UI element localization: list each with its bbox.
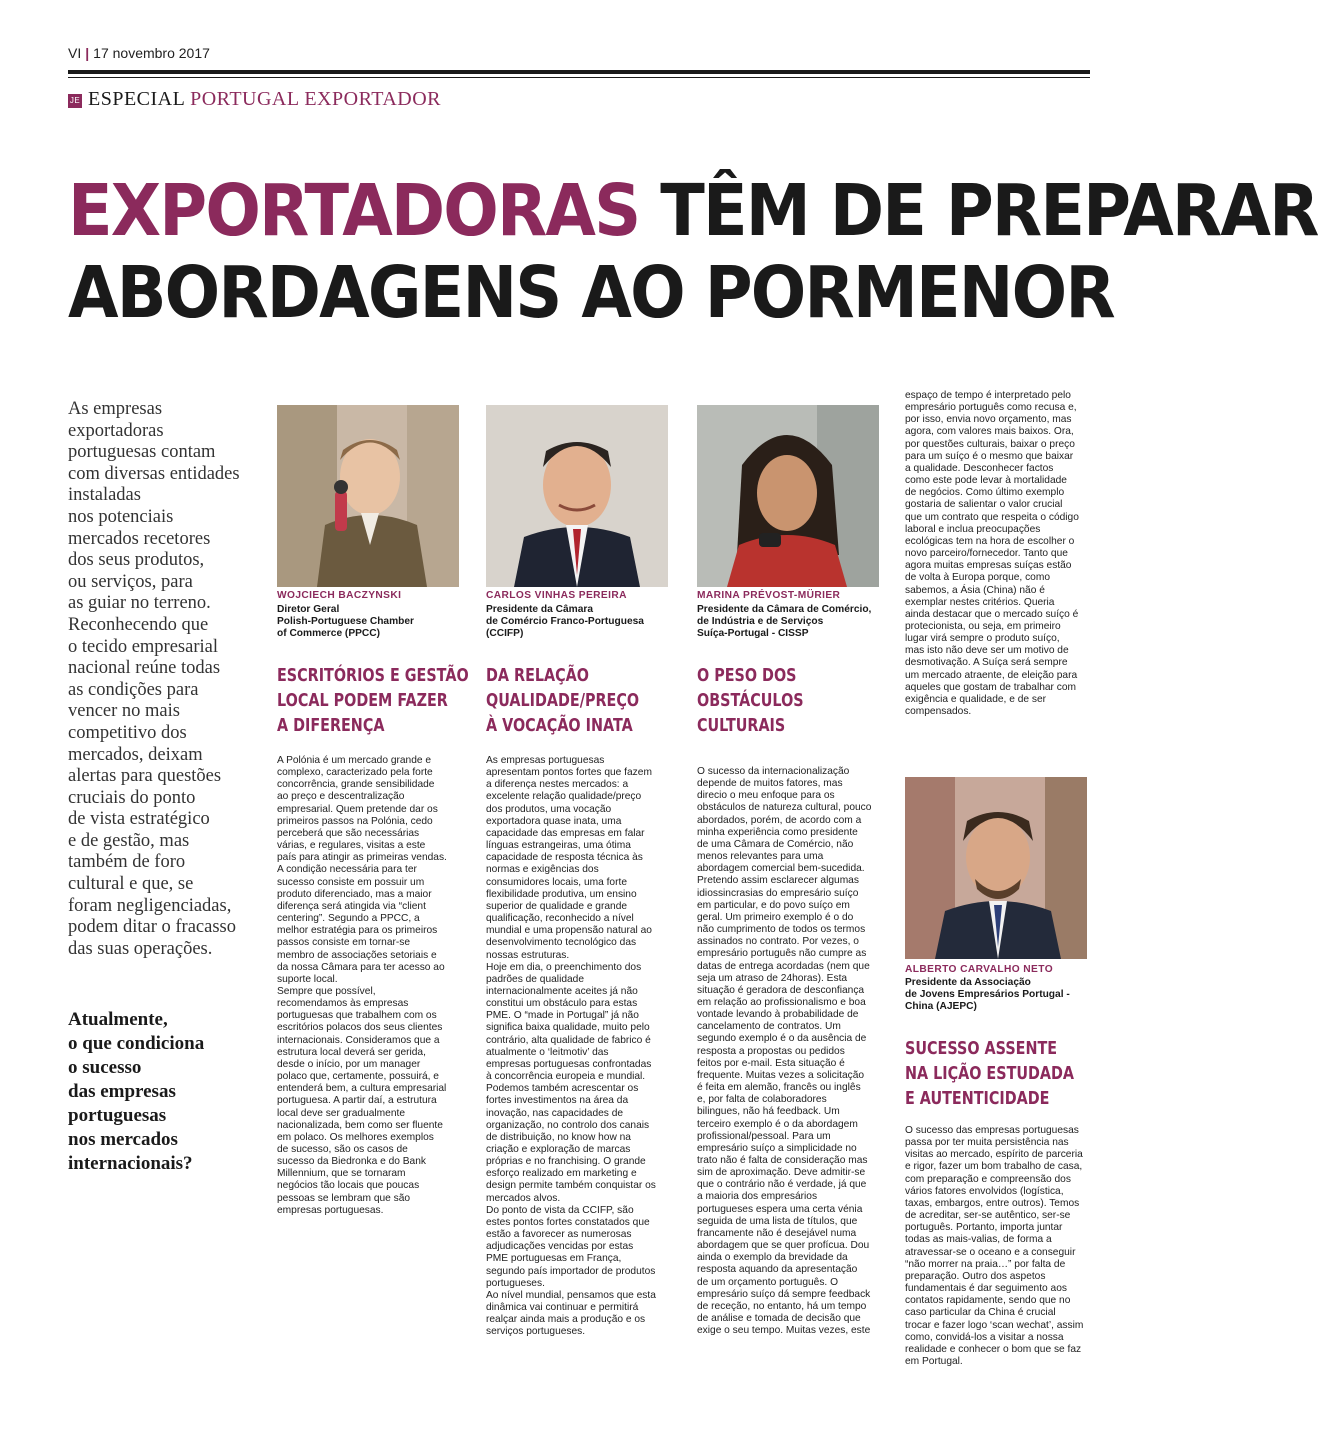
body-line: ainda destacar que o mercado suíço é xyxy=(905,608,1079,620)
body-line: inovação, nas capacidades de xyxy=(486,1107,624,1119)
body-line: A condição necessária para ter xyxy=(277,864,417,876)
body-line: centering”. Segundo a PPCC, a xyxy=(277,913,420,925)
question-line: portuguesas xyxy=(68,1105,167,1126)
body-line: As empresas portuguesas xyxy=(486,755,605,766)
body-line: estão a favorecer as numerosas xyxy=(486,1229,632,1241)
body-line: Pretendo assim esclarecer algumas xyxy=(697,875,859,887)
body-line: esforço realizado em marketing e xyxy=(486,1168,637,1180)
body-line: A Polónia é um mercado grande e xyxy=(277,755,432,766)
role-line: Polish-Portuguese Chamber xyxy=(277,616,414,628)
body-line: abordagem que se quer profícua. Dou xyxy=(697,1240,870,1252)
body-line: assinados no contrato. Por vezes, o xyxy=(697,936,859,948)
subhead-line: QUALIDADE/PREÇO xyxy=(486,691,640,711)
subhead-line: A DIFERENÇA xyxy=(277,716,385,736)
body-line: como, convidá-los a visitar a nossa xyxy=(905,1331,1064,1343)
body-line: produto diferenciado, mas a maior xyxy=(277,888,432,900)
column-body xyxy=(905,1125,1083,1368)
body-line: local deve ser gradualmente xyxy=(277,1107,405,1119)
body-line: de volta à Europa porque, como xyxy=(905,572,1050,584)
body-line: entenderá bem, a cultura empresarial xyxy=(277,1083,447,1095)
body-line: diferença será atingida via “client xyxy=(277,900,426,912)
intro-line: as condições para xyxy=(68,679,199,700)
body-line: a maioria dos empresários xyxy=(697,1191,818,1203)
issue-date: 17 novembro 2017 xyxy=(93,45,210,61)
body-line: Hoje em dia, o preenchimento dos xyxy=(486,961,642,973)
column-subhead xyxy=(277,664,469,739)
body-line: recomendamos às empresas xyxy=(277,998,409,1010)
body-line: de sucesso, são os casos de xyxy=(277,1144,408,1155)
role-line: de Indústria e de Serviços xyxy=(697,616,824,628)
body-line: internacionais. Consideramos que a xyxy=(277,1034,440,1046)
body-line: dinâmica vai continuar e permitirá xyxy=(486,1302,639,1314)
speaker-name: WOJCIECH BACZYNSKI xyxy=(277,590,402,601)
intro-line: o tecido empresarial xyxy=(68,636,218,657)
body-line: Ao nível mundial, pensamos que esta xyxy=(486,1289,656,1301)
body-line: “não morrer na praia…” por falta de xyxy=(905,1258,1066,1270)
body-line: passos consiste em tornar-se xyxy=(277,937,411,949)
body-line: membro de associações setoriais e xyxy=(277,949,437,961)
body-line: gostaria de salientar o valor crucial xyxy=(905,499,1063,511)
body-line: realidade e conhecer o bom que se faz xyxy=(905,1343,1082,1355)
intro-line: exportadoras xyxy=(68,420,164,441)
body-line: exportadora quase inata, uma xyxy=(486,815,622,827)
body-line: frequente. Muitas vezes a solicitação xyxy=(697,1069,865,1081)
body-line: preparação. Outro dos aspetos xyxy=(905,1270,1046,1282)
intro-line: portuguesas contam xyxy=(68,442,216,463)
body-line: espaço de tempo é interpretado pelo xyxy=(905,390,1071,401)
body-line: apresentam pontos fortes que fazem xyxy=(486,767,652,779)
body-line: a diferença nestes mercados: a xyxy=(486,779,629,791)
body-line: mercados alvos. xyxy=(486,1192,561,1204)
body-line: pessoas se lembram que são xyxy=(277,1192,411,1204)
subhead-line: NA LIÇÃO ESTUDADA xyxy=(905,1064,1075,1084)
intro-line: mercados recetores xyxy=(68,528,211,549)
body-line: complexo, caracterizado pela forte xyxy=(277,767,433,779)
speaker-name: MARINA PRÉVOST-MÜRIER xyxy=(697,590,841,601)
body-line: polaco que, certamente, possuirá, e xyxy=(277,1071,439,1083)
body-line: passa por ter muita persistência nas xyxy=(905,1137,1069,1149)
body-line: contatos rapidamente, sendo que no xyxy=(905,1295,1071,1307)
body-line: portuguesas que trabalhem com os xyxy=(277,1010,437,1022)
intro-line: nos potenciais xyxy=(68,506,174,527)
body-line: que o contrário não é verdade, já que xyxy=(697,1179,867,1191)
intro-line: mercados, deixam xyxy=(68,744,203,765)
body-line: um mercado atraente, de eleição para xyxy=(905,669,1078,681)
body-line: nacionalizada, bem como ser fluente xyxy=(277,1119,443,1131)
body-line: empresarial. Quem pretende dar os xyxy=(277,803,438,815)
body-line: empresário suíço a simplicidade no xyxy=(697,1142,857,1154)
body-line: vários fatores envolvidos (logística, xyxy=(905,1185,1064,1197)
body-line: exige o seu tempo. Muitas vezes, este xyxy=(697,1325,871,1337)
page-folio xyxy=(68,45,210,61)
body-line: trocar e fazer logo ‘scan wechat’, assim xyxy=(905,1319,1084,1331)
body-line: excelente relação qualidade/preço xyxy=(486,791,642,803)
page-number: VI xyxy=(68,45,82,61)
body-line: francamente não é desejável numa xyxy=(697,1227,857,1239)
body-line: de uma Câmara de Comércio, não xyxy=(697,838,854,850)
body-line: sucesso consiste em possuir um xyxy=(277,876,425,888)
intro-line: As empresas xyxy=(68,399,163,419)
body-line: cancelamento de contratos. Um xyxy=(697,1021,841,1033)
body-line: estrutura local deverá ser gerida, xyxy=(277,1046,426,1058)
body-line: em Portugal. xyxy=(905,1355,963,1367)
body-line: com preparação e compreensão dos xyxy=(905,1173,1071,1185)
body-line: feitos por e-mail. Esta situação é xyxy=(697,1057,845,1069)
body-line: compensados. xyxy=(905,706,972,718)
body-line: negócios tão locais que poucas xyxy=(277,1180,420,1192)
role-line: of Commerce (PPCC) xyxy=(277,628,381,640)
header-rule-thick xyxy=(68,70,1090,74)
headline-rest: TÊM DE PREPARAR xyxy=(639,169,1318,252)
body-line: portuguesa. A partir daí, a estrutura xyxy=(277,1095,437,1107)
body-line: não cumprimento de todos os termos xyxy=(697,924,866,936)
body-line: protecionista, ou seja, em primeiro xyxy=(905,620,1061,632)
intro-line: cruciais do ponto xyxy=(68,787,196,808)
role-line: China (AJEPC) xyxy=(905,1001,977,1013)
body-line: nossas estruturas. xyxy=(486,949,570,961)
body-line: abordagem comercial bem-sucedida. xyxy=(697,863,865,875)
body-line: agora muitas empresas suíças estão xyxy=(905,560,1072,572)
column-subhead xyxy=(697,664,804,739)
body-line: depende de muitos fatores, mas xyxy=(697,778,843,790)
body-line: Sempre que possível, xyxy=(277,985,376,997)
intro-line: também de foro xyxy=(68,852,186,873)
body-line: segundo exemplo é o da ausência de xyxy=(697,1033,867,1045)
body-line: PME. O “made in Portugal” já não xyxy=(486,1010,639,1022)
speaker-role xyxy=(905,977,1070,1014)
column-subhead xyxy=(905,1037,1074,1112)
body-line: mas isto não deve ser um motivo de xyxy=(905,645,1069,657)
intro-line: Reconhecendo que xyxy=(68,614,209,635)
body-line: bilingues, não há feedback. Um xyxy=(697,1106,840,1118)
body-line: seja um atraso de 24horas). Esta xyxy=(697,972,848,984)
body-line: portugueses. xyxy=(486,1277,545,1289)
body-line: laboral e inclua preocupações xyxy=(905,523,1041,535)
body-line: línguas estrangeiras, uma ótima xyxy=(486,840,631,852)
body-line: próprias e no franchising. O grande xyxy=(486,1156,646,1168)
question-line: o que condiciona xyxy=(68,1033,205,1054)
body-line: vontade levando à probabilidade de xyxy=(697,1009,859,1021)
subhead-line: O PESO DOS xyxy=(697,666,797,686)
body-line: em relação ao profissionalismo e boa xyxy=(697,996,866,1008)
intro-line: competitivo dos xyxy=(68,722,187,743)
body-line: Millennium, que se tornaram xyxy=(277,1168,406,1180)
subhead-line: E AUTENTICIDADE xyxy=(905,1089,1050,1109)
portrait-wojciech-baczynski xyxy=(277,405,459,587)
intro-line: instaladas xyxy=(68,485,141,506)
body-line: empresas portuguesas confrontadas xyxy=(486,1058,652,1070)
portrait-marina-prevost-murier xyxy=(697,405,879,587)
body-line: dos produtos, uma vocação xyxy=(486,803,612,815)
column-subhead xyxy=(486,664,639,739)
page-headline xyxy=(68,169,1318,334)
intro-line: com diversas entidades xyxy=(68,463,240,484)
body-line: novo parceiro/fornecedor. Tanto que xyxy=(905,548,1068,560)
body-line: direcio o meu enfoque para os xyxy=(697,790,835,802)
body-line: exemplar nestes critérios. Queria xyxy=(905,596,1055,608)
pull-question xyxy=(68,1008,268,1176)
portrait-carlos-vinhas-pereira xyxy=(486,405,668,587)
headline-accent: EXPORTADORAS xyxy=(68,169,640,252)
intro-line: dos seus produtos, xyxy=(68,550,205,571)
body-line: que um contrato que respeita o código xyxy=(905,511,1079,523)
body-line: à concorrência europeia e mundial. xyxy=(486,1071,646,1083)
body-line: PME portuguesas em França, xyxy=(486,1253,622,1265)
body-line: Do ponto de vista da CCIFP, são xyxy=(486,1204,634,1216)
body-line: realçar ainda mais a produção e os xyxy=(486,1314,646,1326)
body-line: de análise e tomada de decisão que xyxy=(697,1313,861,1325)
role-line: de Comércio Franco-Portuguesa xyxy=(486,616,644,628)
body-line: superior de qualidade e grande xyxy=(486,900,628,912)
body-line: atualmente o ‘leitmotiv’ das xyxy=(486,1046,609,1058)
body-line: e rigor, fazer um bom trabalho de casa, xyxy=(905,1161,1083,1173)
body-line: serviços portugueses. xyxy=(486,1326,586,1338)
role-line: de Jovens Empresários Portugal - xyxy=(905,989,1070,1001)
speaker-role xyxy=(486,604,644,641)
body-line: idiossincrasias do empresário suíço xyxy=(697,887,859,899)
column-body xyxy=(277,755,447,1217)
subhead-line: CULTURAIS xyxy=(697,716,786,736)
body-line: por questões culturais, baixar o preço xyxy=(905,438,1075,450)
body-line: terceiro exemplo é o da abordagem xyxy=(697,1118,858,1130)
body-line: lugar virá sempre o produto suíço, xyxy=(905,633,1060,645)
body-line: qualificação, reconhecido a nível xyxy=(486,913,634,925)
body-line: trato não é falta de consideração mas xyxy=(697,1155,868,1166)
body-line: aqueles que gostam de trabalhar com xyxy=(905,681,1077,693)
intro-line: ou serviços, para xyxy=(68,571,193,592)
role-line: Diretor Geral xyxy=(277,604,340,615)
body-line: datas de entrega acordadas (nem que xyxy=(697,960,870,972)
body-line: de acreditar, ser-se autêntico, ser-se xyxy=(905,1210,1071,1222)
question-line: Atualmente, xyxy=(68,1009,168,1030)
body-line: suporte local. xyxy=(277,973,338,985)
body-line: ecológicas tem na hora de escolher o xyxy=(905,535,1075,547)
body-line: portugueses espera uma certa vénia xyxy=(697,1203,863,1215)
body-line: agora, com valores mais baixos. Ora, xyxy=(905,426,1074,438)
body-line: concorrência, grande sensibilidade xyxy=(277,779,435,791)
body-line: empresário suíço dá sempre feedback xyxy=(697,1288,871,1300)
subhead-line: ESCRITÓRIOS E GESTÃO xyxy=(277,666,469,686)
body-line: consumidores locais, uma forte xyxy=(486,876,627,888)
section-label: ESPECIAL xyxy=(88,88,185,110)
body-line: de negócios. Como último exemplo xyxy=(905,487,1065,499)
header-rule-thin xyxy=(68,77,1090,78)
body-line: flexibilidade produtiva, um ensino xyxy=(486,888,637,900)
body-line: menos relevantes para uma xyxy=(697,851,824,863)
body-line: desenvolvimento tecnológico das xyxy=(486,937,637,949)
body-line: ao preço e descentralização xyxy=(277,791,405,803)
role-line: (CCIFP) xyxy=(486,628,524,640)
column-body-continued xyxy=(905,390,1079,718)
column-body xyxy=(486,755,656,1339)
body-line: primeiros passos na Polónia, cedo xyxy=(277,815,433,827)
question-line: das empresas xyxy=(68,1081,176,1102)
body-line: várias, e regulares, visitas a este xyxy=(277,840,426,852)
speaker-role xyxy=(697,604,871,641)
body-line: português. Portanto, importa juntar xyxy=(905,1222,1063,1234)
intro-line: nacional reúne todas xyxy=(68,658,221,679)
body-line: escritórios polacos dos seus clientes xyxy=(277,1022,443,1034)
body-line: visitas ao mercado, espírito de parceria xyxy=(905,1149,1083,1161)
body-line: é feita em alemão, francês ou inglês xyxy=(697,1082,861,1094)
body-line: sabemos, a Ásia (China) não é xyxy=(905,584,1045,596)
body-line: empresário português não cumpre as xyxy=(697,948,867,960)
body-line: abordados, porém, de acordo com a xyxy=(697,814,862,826)
intro-line: podem ditar o fracasso xyxy=(68,917,236,938)
speaker-name: CARLOS VINHAS PEREIRA xyxy=(486,590,627,601)
subhead-line: SUCESSO ASSENTE xyxy=(905,1039,1058,1059)
role-line: Presidente da Associação xyxy=(905,977,1031,988)
body-line: fortes investimentos na área da xyxy=(486,1095,629,1107)
body-line: por isso, envia novo orçamento, mas xyxy=(905,414,1072,426)
body-line: geral. Um primeiro exemplo é o do xyxy=(697,911,854,923)
body-line: país para atingir as primeiras vendas. xyxy=(277,852,447,864)
folio-separator: | xyxy=(85,45,90,61)
body-line: de distribuição, no know how na xyxy=(486,1131,631,1143)
body-line: profissional/pessoal. Para um xyxy=(697,1130,831,1142)
body-line: design permite também conquistar os xyxy=(486,1180,656,1192)
body-line: O sucesso da internacionalização xyxy=(697,766,850,777)
body-line: estes pontos fortes constatados que xyxy=(486,1216,650,1228)
body-line: situação é geradora de desconfiança xyxy=(697,984,865,996)
question-line: o sucesso xyxy=(68,1057,142,1078)
question-line: internacionais? xyxy=(68,1153,193,1174)
body-line: a qualidade. Desconhecer factos xyxy=(905,462,1054,474)
body-line: criação e exploração de marcas xyxy=(486,1144,631,1155)
body-line: ainda o exemplo da brevidade da xyxy=(697,1252,848,1264)
body-line: desmotivação. A Suíça será sempre xyxy=(905,657,1068,669)
body-line: empresas portuguesas. xyxy=(277,1204,384,1216)
role-line: Suíça-Portugal - CISSP xyxy=(697,628,809,640)
body-line: sucesso da Biedronka e do Bank xyxy=(277,1156,426,1168)
publication-logo-icon: JE xyxy=(68,94,82,108)
body-line: melhor estratégia para os primeiros xyxy=(277,925,438,937)
question-line: nos mercados xyxy=(68,1129,178,1150)
intro-line: vencer no mais xyxy=(68,701,180,722)
intro-line: foram negligenciadas, xyxy=(68,895,232,916)
intro-line: das suas operações. xyxy=(68,938,213,959)
body-line: de receção, no entanto, há um tempo xyxy=(697,1300,867,1312)
body-line: caso particular da China é crucial xyxy=(905,1307,1056,1319)
body-line: taxas, embargos, entre outros). Temos xyxy=(905,1197,1080,1209)
body-line: desde o início, por um manager xyxy=(277,1058,421,1070)
body-line: resposta aquando da apresentação xyxy=(697,1264,858,1276)
body-line: contrário, alta qualidade de fabrico é xyxy=(486,1034,651,1046)
body-line: mundial e uma propensão natural ao xyxy=(486,925,652,937)
intro-line: de vista estratégico xyxy=(68,809,210,830)
body-line: segundo país importador de produtos xyxy=(486,1265,656,1277)
body-line: de um orçamento português. O xyxy=(697,1276,839,1288)
body-line: obstáculos de natureza cultural, pouco xyxy=(697,802,872,814)
body-line: capacidade de resposta técnica às xyxy=(486,852,643,864)
body-line: normas e exigências dos xyxy=(486,864,599,876)
body-line: exigência e qualidade, e de ser xyxy=(905,693,1047,705)
body-line: significa baixa qualidade, muito pelo xyxy=(486,1022,650,1034)
body-line: em particular, e do povo suíço em xyxy=(697,899,850,911)
body-line: minha experiência como presidente xyxy=(697,826,858,838)
body-line: resposta a propostas ou pedidos xyxy=(697,1045,845,1057)
portrait-alberto-carvalho-neto xyxy=(905,777,1087,959)
intro-line: alertas para questões xyxy=(68,766,222,787)
subhead-line: DA RELAÇÃO xyxy=(486,666,589,686)
role-line: Presidente da Câmara xyxy=(486,604,594,615)
body-line: todas as mais-valias, de forma a xyxy=(905,1234,1052,1246)
body-line: em polaco. Os melhores exemplos xyxy=(277,1131,434,1143)
body-line: para um suíço é o mesmo que baixar xyxy=(905,450,1074,462)
body-line: como este pode levar à mortalidade xyxy=(905,475,1067,487)
intro-line: e de gestão, mas xyxy=(68,830,190,851)
body-line: organização, no controlo dos canais xyxy=(486,1119,650,1131)
body-line: seguida de uma lista de títulos, que xyxy=(697,1215,858,1227)
body-line: padrões de qualidade xyxy=(486,973,584,985)
column-body xyxy=(697,766,871,1337)
subhead-line: OBSTÁCULOS xyxy=(697,691,804,711)
body-line: fundamentais é dar seguimento aos xyxy=(905,1283,1067,1295)
body-line: Podemos também acrescentar os xyxy=(486,1083,639,1095)
body-line: da nossa Câmara para ter acesso ao xyxy=(277,961,445,973)
body-line: adjudicações vencidas por estas xyxy=(486,1241,634,1253)
intro-text xyxy=(68,399,258,960)
body-line: constitui um obstáculo para estas xyxy=(486,998,638,1010)
body-line: capacidade das empresas em falar xyxy=(486,827,645,839)
body-line: atravessar-se o oceano e a conseguir xyxy=(905,1246,1076,1258)
subhead-line: LOCAL PODEM FAZER xyxy=(277,691,448,711)
intro-line: as guiar no terreno. xyxy=(68,593,211,614)
section-sublabel: PORTUGAL EXPORTADOR xyxy=(190,88,441,110)
speaker-name: ALBERTO CARVALHO NETO xyxy=(905,964,1054,975)
section-header xyxy=(68,88,441,111)
body-line: empresário português como recusa e, xyxy=(905,402,1077,414)
subhead-line: À VOCAÇÃO INATA xyxy=(486,716,633,736)
body-line: e, por falta de colaboradores xyxy=(697,1094,827,1106)
body-line: O sucesso das empresas portuguesas xyxy=(905,1125,1079,1136)
body-line: internacionalmente aceites já não xyxy=(486,985,638,997)
intro-line: cultural e que, se xyxy=(68,874,194,895)
role-line: Presidente da Câmara de Comércio, xyxy=(697,604,872,615)
body-line: perceberá que são necessárias xyxy=(277,827,420,839)
body-line: sim de aproximação. Deve admitir-se xyxy=(697,1167,866,1179)
headline-line-2: ABORDAGENS AO PORMENOR xyxy=(68,251,1114,334)
speaker-role xyxy=(277,604,414,641)
